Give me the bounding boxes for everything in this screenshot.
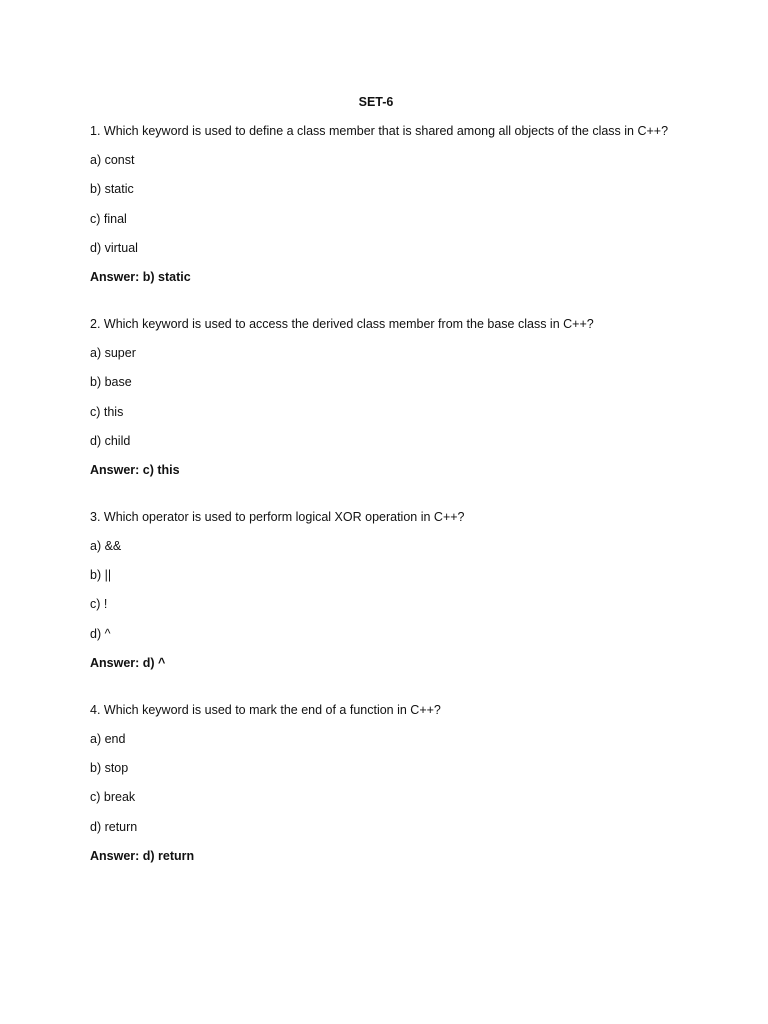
- option-c: c) break: [90, 790, 136, 805]
- page-title: SET-6: [358, 95, 394, 109]
- question-text: 2. Which keyword is used to access the derived class member from the base class in C++?: [90, 316, 594, 331]
- option-d: d) return: [90, 819, 138, 834]
- option-a: a) const: [90, 153, 135, 168]
- answer-text: Answer: c) this: [90, 462, 180, 477]
- question-block: [90, 315, 730, 479]
- question-block: [90, 508, 730, 672]
- option-d: d) child: [90, 433, 131, 448]
- answer-text: Answer: b) static: [90, 269, 191, 284]
- option-a: a) super: [90, 346, 136, 361]
- question-text: 4. Which keyword is used to mark the end of a function in C++?: [90, 702, 441, 717]
- answer-text: Answer: d) return: [90, 848, 195, 863]
- option-b: b) stop: [90, 761, 129, 776]
- question-list: [90, 122, 730, 894]
- option-d: d) ^: [90, 626, 111, 641]
- option-d: d) virtual: [90, 240, 138, 255]
- question-text: 1. Which keyword is used to define a class member that is shared among all objects of the class in C++?: [90, 124, 669, 138]
- option-a: a) end: [90, 732, 126, 746]
- option-a: a) &&: [90, 539, 122, 554]
- option-c: c) final: [90, 211, 127, 226]
- option-b: b) base: [90, 375, 132, 390]
- option-c: c) !: [90, 597, 108, 612]
- question-block: [90, 122, 730, 286]
- question-text: 3. Which operator is used to perform logical XOR operation in C++?: [90, 509, 465, 524]
- answer-text: Answer: d) ^: [90, 655, 166, 670]
- question-block: [90, 701, 730, 865]
- option-b: b) ||: [90, 568, 112, 583]
- option-b: b) static: [90, 182, 134, 197]
- option-c: c) this: [90, 404, 124, 419]
